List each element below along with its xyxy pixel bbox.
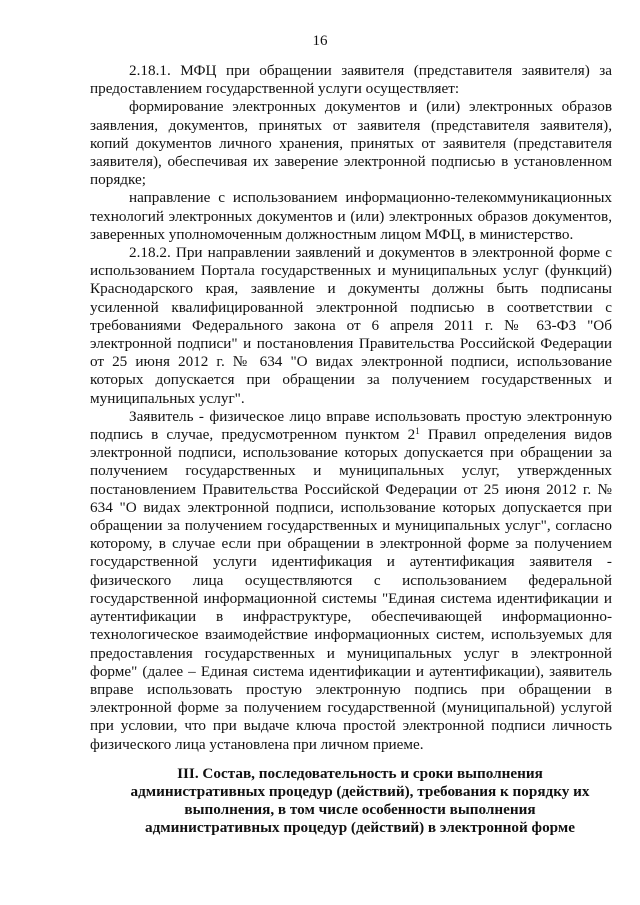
paragraph-2-18-2: 2.18.2. При направлении заявлений и документов в электронной форме с использованием Портала государственных и муниципальных услуг (функций) Краснодарского края, заявление и документы должны быть подписаны усиленной квалифицированной электронной подписью в соответствии с требованиями Федерального закона от 6 апреля 2011 г. № 63-ФЗ "Об электронной подписи" и постановления Правительства Российской Федерации от 25 июня 2012 г. № 634 "О видах электронной подписи, использование которых допускается при обращении за получением государственных и муниципальных услуг". [90,244,612,407]
section-heading: III. Состав, последовательность и сроки выполнения административных процедур (действий), требования к порядку их выполнения, в том числе особенности выполнения административных процедур (действий) в электронной форме [130,765,590,836]
paragraph-5-text-end: Правил определения видов электронной подписи, использование которых допускается при обращении за получением государственных и муниципальных услуг, утвержденных постановлением Правительства Российской Федерации от 25 июня 2012 г. № 634 "О видах электронной подписи, использование которых допускается при обращении за получением государственных и муниципальных услуг", согласно которому, в случае если при обращении в электронной форме за получением государственной услуги идентификация и аутентификация заявителя - физического лица осуществляются с использованием федеральной государственной информационной системы "Единая система идентификации и аутентификации в инфраструктуре, обеспечивающей информационно-технологическое взаимодействие информационных систем, используемых для предоставления государственных и муниципальных услуг в электронной форме" (далее – Единая система идентификации и аутентификации), заявитель вправе использовать простую электронную подпись при обращении в электронной форме за получением государственной (муниципальной) услугой при условии, что при выдаче ключа простой электронной подписи личность физического лица установлена при личном приеме. [90,426,612,753]
paragraph-forming-documents: формирование электронных документов и (или) электронных образов заявления, документов, принятых от заявителя (представителя заявителя), копий документов личного хранения, принятых от заявителя (представителя заявителя), обеспечивая их заверение электронной подписью в установленном порядке; [90,98,612,189]
paragraph-sending-documents: направление с использованием информационно-телекоммуникационных технологий электронных документов и (или) электронных образов документов, заверенных уполномоченным должностным лицом МФЦ, в министерство. [90,189,612,243]
body-text [90,62,612,754]
paragraph-5-text-start: Заявитель - физическое лицо вправе использовать простую электронную подпись в случае, предусмотренном пунктом 2 [90,407,612,444]
page-number: 16 [312,33,328,49]
paragraph-simple-signature [90,408,612,754]
paragraph-2-18-1: 2.18.1. МФЦ при обращении заявителя (представителя заявителя) за предоставлением государственной услуги осуществляет: [90,62,612,98]
footnote-superscript: 1 [415,426,420,437]
